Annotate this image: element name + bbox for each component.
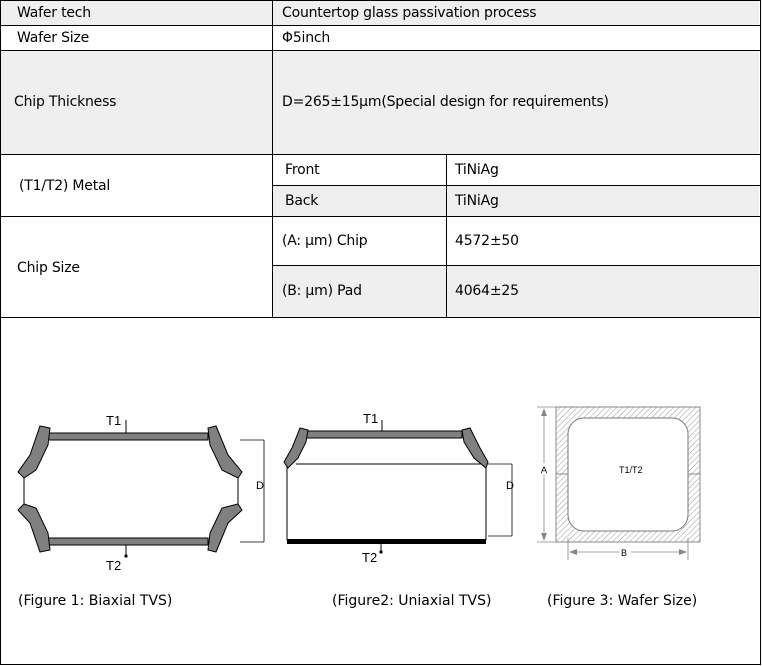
metal-back-label: Back <box>285 193 319 209</box>
fig1-t2-label: T2 <box>106 558 122 573</box>
fig3-a-label: A <box>541 465 548 475</box>
metal-back-value: TiNiAg <box>455 193 499 209</box>
figure3-caption: (Figure 3: Wafer Size) <box>547 593 698 609</box>
metal-label: (T1/T2) Metal <box>19 178 111 194</box>
fig1-t1-label: T1 <box>106 413 122 428</box>
chip-b-value: 4064±25 <box>455 283 519 299</box>
fig2-d-label: D <box>506 480 514 492</box>
figure2-caption: (Figure2: Uniaxial TVS) <box>332 593 492 609</box>
chip-a-label: (A: μm) Chip <box>282 233 368 249</box>
fig1-d-label: D <box>256 480 264 492</box>
figure1-caption: (Figure 1: Biaxial TVS) <box>18 593 173 609</box>
wafer-tech-value: Countertop glass passivation process <box>282 5 537 21</box>
fig2-t2-label: T2 <box>362 550 378 565</box>
fig3-b-label: B <box>621 548 628 558</box>
metal-front-label: Front <box>285 162 320 178</box>
chip-a-value: 4572±50 <box>455 233 519 249</box>
chip-size-label: Chip Size <box>17 260 80 276</box>
fig2-t1-label: T1 <box>363 411 379 426</box>
fig3-center-label: T1/T2 <box>619 465 643 475</box>
chip-thickness-value: D=265±15μm(Special design for requirements) <box>282 94 609 110</box>
chip-b-label: (B: μm) Pad <box>282 283 362 299</box>
wafer-tech-label: Wafer tech <box>17 5 91 21</box>
wafer-size-value: Φ5inch <box>282 30 331 46</box>
metal-front-value: TiNiAg <box>455 162 499 178</box>
chip-thickness-label: Chip Thickness <box>14 94 117 110</box>
wafer-size-label: Wafer Size <box>17 30 90 46</box>
